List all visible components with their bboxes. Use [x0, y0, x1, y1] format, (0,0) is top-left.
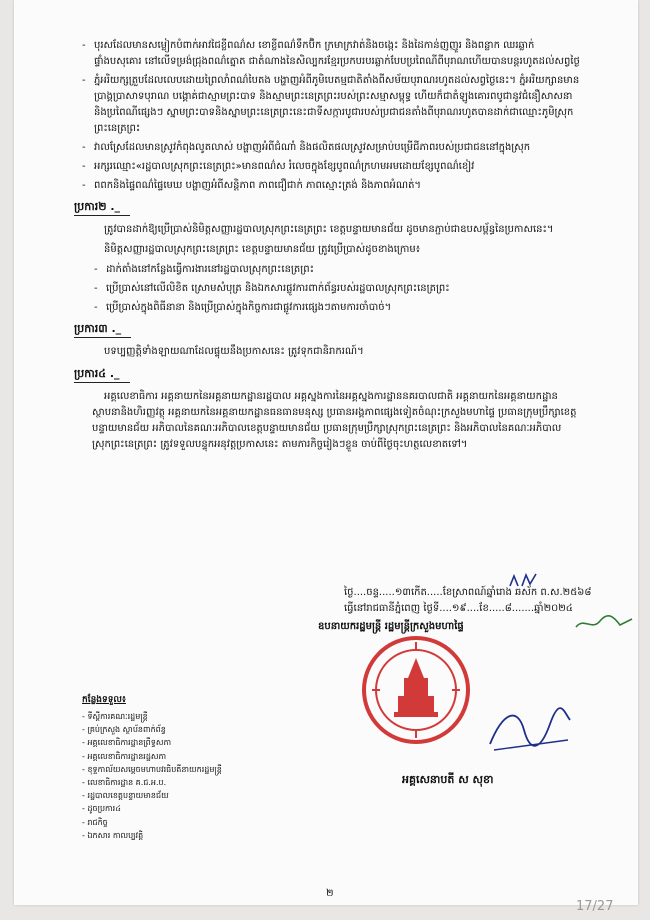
list-item: - ភ្នំអរិយក្សត្រួបដែលលេបដោយព្រៃលាំពណ៌បៃតង បង្ហាញអំពីភូមិបេតម្មជាតិតាំងពីសម័យបុរាណរហូតដល់សព្វថ្ងៃនេះ។ ភ្នំអរិយក្សានមានប្រាង្គប្រាសាទបុរាណ បង្គោគ់ជាស្មាមព្រះបាទ និងស្មាមព្រះនេត្រព្រះរបស់ព្រះសម្មាសម្ពុទ្ធ ហើយក៏ជាតំឡូងគោរពបូជានូវជំនឿសាសនា និងប្រពៃណីផ្សេងៗ ស្នាមព្រះបាទនិងស្នាមព្រះនេត្រព្រះនេះជាទីសក្ការបូជារបស់ប្រជាជនតាំងពីបុរាណរហូតបានដាក់ជាឈ្មោះភូមិស្រុកព្រះនេត្រព្រះ	[80, 73, 580, 137]
article-2-paragraph-2: និមិត្តសញ្ញារដ្ឋបាលស្រុកព្រះនេត្រព្រះ ខេត្តបន្ទាយមានជ័យ ត្រូវប្រើប្រាស់ដូចខាងក្រោម៖	[104, 244, 421, 255]
article-4-paragraph: អគ្គលេខាធិការ អគ្គនាយកនៃអគ្គនាយកដ្ឋានរដ្ឋបាល អគ្គស្នងការនៃអគ្គស្នងការដ្ឋាននគរបាលជាតិ អគ្គនាយកនៃអគ្គនាយកដ្ឋានស្ថាបនានិងហិរញ្ញវត្ថុ អគ្គនាយកនៃអគ្គនាយកដ្ឋានធនធានមនុស្ស ប្រធានអង្គភាពផ្សេងទៀតចំណុះក្រសួងមហាផ្ទៃ ប្រធានក្រុមប្រឹក្សាខេត្តបន្ទាយមានជ័យ អភិបាលនៃគណៈអភិបាលខេត្តបន្ទាយមានជ័យ ប្រធានក្រុមប្រឹក្សាស្រុកព្រះនេត្រព្រះ និងអភិបាលនៃគណៈអភិបាលស្រុកព្រះនេត្រព្រះ ត្រូវទទួលបន្ទុកអនុវត្តប្រកាសនេះ តាមភារកិច្ចរៀងៗខ្លួន ចាប់ពីថ្ងៃចុះហត្ថលេខាតទៅ។	[92, 391, 577, 450]
document-body	[74, 38, 580, 457]
recipients-title: កន្លែងទទួល៖	[82, 695, 126, 705]
official-seal-icon	[360, 634, 472, 746]
list-item: - វាលស្រែដែលមានស្រូវកំពុងលូតលាស់ បង្ហាញអំពីជំណាំ និងផលិតផលស្រូវសម្រាប់បម្រើជីភាពរបស់ប្រជាជននៅក្នុងស្រុក	[80, 140, 580, 156]
document-page	[14, 0, 638, 905]
list-item: - ប្រើប្រាស់នៅលើលិខិត ស្រោមសំបុត្រ និងឯកសារផ្លូវការពាក់ព័ន្ធរបស់រដ្ឋបាលស្រុកព្រះនេត្រព្រះ	[92, 281, 580, 297]
article-2-heading: ប្រការ២ ._	[74, 199, 130, 216]
list-item: - រដ្ឋបាលខេត្តបន្ទាយមានជ័យ	[82, 789, 222, 802]
recipients-list	[82, 710, 222, 842]
list-item: - ឯកសារ កាលប្បវត្តិ	[82, 829, 222, 842]
bullet-list-description	[80, 38, 580, 194]
page-number: ២	[326, 888, 334, 899]
list-item: - រាជកិច្ច	[82, 816, 222, 829]
article-3-heading: ប្រការ៣ ._	[74, 321, 131, 338]
page-counter: 17/27	[576, 899, 614, 914]
lunar-date-line: ថ្ងៃ....ចន្ទ.....១៣កើត.....ខែស្រាពណ៍ឆ្នាំរោង ឆស័ក ព.ស.២៥៦៨	[344, 587, 592, 598]
list-item: - ដូចប្រការ៤	[82, 802, 222, 815]
list-item: - អគ្គលេខាធិការដ្ឋានព្រឹទ្ធសភា	[82, 736, 222, 749]
signatory-title: ឧបនាយករដ្ឋមន្ត្រី រដ្ឋមន្ត្រីក្រសួងមហាផ្ទៃ	[318, 621, 464, 632]
signature-icon	[484, 700, 574, 760]
article-4-heading: ប្រការ៤ ._	[74, 366, 130, 383]
list-item: - អគ្គលេខាធិការដ្ឋានរដ្ឋសភា	[82, 750, 222, 763]
list-item: - ពពកនិងផ្ទៃពណ៌ផ្ទៃមេឃ បង្ហាញអំពីសន្តិភាព ភាពជឿជាក់ ភាពស្មោះត្រង់ និងភាពអំណត់។	[80, 178, 580, 194]
article-2-paragraph-1: ត្រូវបានដាក់ឱ្យប្រើប្រាស់និមិត្តសញ្ញារដ្ឋបាលស្រុកព្រះនេត្រព្រះ ខេត្តបន្ទាយមានជ័យ ដូចមានភ្ជាប់ជាឧបសម្ព័ន្ធនៃប្រកាសនេះ។	[104, 224, 554, 235]
list-item: - ដាក់តាំងនៅកន្លែងធ្វើការងារនៅរដ្ឋបាលស្រុកព្រះនេត្រព្រះ	[92, 262, 580, 278]
list-item: - ប្រើប្រាស់ក្នុងពិធីនានា និងប្រើប្រាស់ក្នុងកិច្ចការជាផ្លូវការផ្សេងៗតាមការចាំបាច់។	[92, 300, 580, 316]
article-2-usage-list	[80, 262, 580, 316]
list-item: - គ្រប់ក្រសួង ស្ថាប័នពាក់ព័ន្ធ	[82, 723, 222, 736]
list-item: - លេខាធិការដ្ឋាន គ.ជ.អ.ប.	[82, 776, 222, 789]
article-3-paragraph: បទប្បញ្ញត្តិទាំងឡាយណាដែលផ្ទុយនឹងប្រកាសនេះ ត្រូវទុកជានិរាករណ៍។	[104, 346, 364, 357]
list-item: - អក្សរឈ្មោះ«រដ្ឋបាលស្រុកព្រះនេត្រព្រះ»មានពណ៌ស រំលេចក្នុងខ្សែបូពណ៌ក្រហមអមដោយខ្សែបូពណ៌ខៀវ	[80, 159, 580, 175]
list-item: - ខុទ្ទកាល័យសម្ដេចមហាបវរធិបតីនាយករដ្ឋមន្ត្រី	[82, 763, 222, 776]
signatory-name: អគ្គសេនាបតី ស សុខា	[402, 773, 494, 786]
place-date-line: ធ្វើនៅរាជធានីភ្នំពេញ ថ្ងៃទី....១៩....ខែ.....៨.......ឆ្នាំ២០២៤	[344, 603, 573, 614]
list-item: - ទីស្ដីការគណៈរដ្ឋមន្ត្រី	[82, 710, 222, 723]
list-item: - បុរសដែលមានសម្លៀកបំពាក់អាវជៃខ្លីពណ៌ស ខោខ្លីពណ៌ទឹកប៊ិក ក្រមាក្រវាត់និងចង្កេះ និងដៃកាន់ញញួរ និងពន្លាក ឈរឆ្លាក់ផ្ទាំងបសុគោរ នៅលើទម្រង់ជ្រុងពណ៌ត្នោត ជាតំណាងនៃសិល្បករខ្មែរប្រកបរបរឆ្លាក់បែបប្រពៃណីពីបុរាណហើយបានបន្តរហូតដល់សព្វថ្ងៃ	[80, 38, 580, 70]
